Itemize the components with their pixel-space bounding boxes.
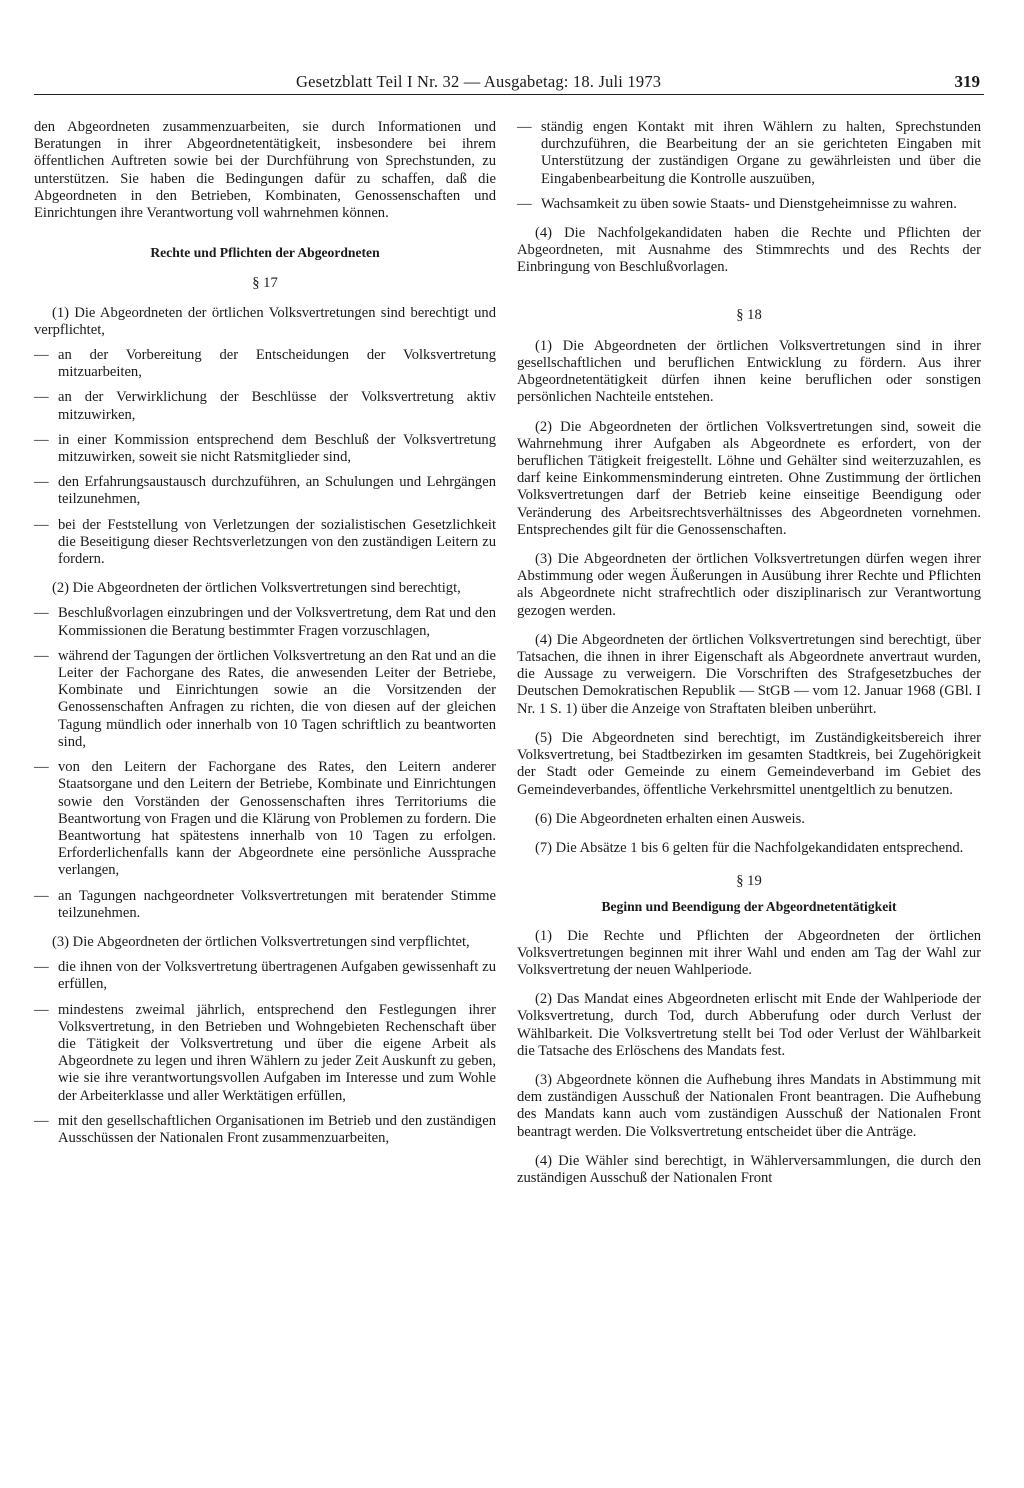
list-item: — den Erfahrungsaustausch durchzuführen, an Schulungen und Lehrgängen teilzunehmen, bbox=[34, 474, 496, 508]
intro-paragraph: den Abgeordneten zusammenzuarbeiten, sie durch Informationen und Beratungen in ihrer Abgeordnetentätigkeit, insbesondere bei ihrem öffentlichen Auftreten sowie bei der Durchführung von Sprechstunden, zu unterstützen. Sie haben die Bedingungen dafür zu schaffen, daß die Abgeordneten in den Betrieben, Kombinaten, Genossenschaften und Einrichtungen ihre Verantwortung voll wahrnehmen können. bbox=[34, 119, 496, 222]
dash-marker: — bbox=[34, 647, 49, 664]
paragraph-18-1: (1) Die Abgeordneten der örtlichen Volksvertretungen sind in ihrer gesellschaftlichen und beruflichen Entwicklung zu fördern. Aus ihrer Abgeordnetentätigkeit dürfen ihnen keine beruflichen oder sonstigen persönlichen Nachteile entstehen. bbox=[517, 337, 981, 406]
paragraph-19-3: (3) Abgeordnete können die Aufhebung ihres Mandats in Abstimmung mit dem zuständigen Ausschuß der Nationalen Front beantragen. Die Aufhebung des Mandats kann auch vom zuständigen Ausschuß der Nationalen Front beantragt werden. Die Volksvertretung entscheidet über die Anträge. bbox=[517, 1071, 981, 1140]
list-item: — ständig engen Kontakt mit ihren Wählern zu halten, Sprechstunden durchzuführen, die Bearbeitung der an sie gerichteten Eingaben mit Unterstützung der zuständigen Organe zu gewährleisten und über die Eingabenbearbeitung die Kontrolle auszuüben, bbox=[517, 119, 981, 187]
list-item: — während der Tagungen der örtlichen Volksvertretung an den Rat und an die Leiter der Fachorgane des Rates, die anwesenden Leiter der Betriebe, Kombinate und Einrichtungen sowie an die Vorsitzenden der Genossenschaften Anfragen zu richten, die von diesen auf der gleichen Tagung mündlich oder innerhalb von 10 Tagen schriftlich zu beantworten sind, bbox=[34, 647, 496, 750]
paragraph-19-4: (4) Die Wähler sind berechtigt, in Wählerversammlungen, die durch den zuständigen Ausschuß der Nationalen Front bbox=[517, 1152, 981, 1186]
dash-marker: — bbox=[34, 347, 49, 364]
list-item: — bei der Feststellung von Verletzungen der sozialistischen Gesetzlichkeit die Beseitigung dieser Rechtsverletzungen von den zuständigen Leitern zu fordern. bbox=[34, 516, 496, 568]
right-column bbox=[517, 119, 981, 1187]
list-item: — in einer Kommission entsprechend dem Beschluß der Volksvertretung mitzuwirken, soweit sie nicht Ratsmitglieder sind, bbox=[34, 431, 496, 466]
dash-marker: — bbox=[34, 605, 49, 622]
paragraph-19-1: (1) Die Rechte und Pflichten der Abgeordneten der örtlichen Volksvertretungen beginnen mit ihrer Wahl und enden am Tag der Wahl zur Volksvertretung der neuen Wahlperiode. bbox=[517, 927, 981, 978]
dash-marker: — bbox=[34, 474, 49, 491]
paragraph-18-2: (2) Die Abgeordneten der örtlichen Volksvertretungen sind, soweit die Wahrnehmung ihrer Aufgaben als Abgeordnete es erfordert, von der beruflichen Tätigkeit freigestellt. Löhne und Gehälter sind weiterzuzahlen, es darf keine Einkommensminderung eintreten. Ohne Zustimmung der örtlichen Volksvertretungen darf der Betrieb keine einseitige Beendigung oder Veränderung des Arbeitsrechtsverhältnisses des Abgeordneten vornehmen. Entsprechendes gilt für die Genossenschaften. bbox=[517, 418, 981, 538]
paragraph-17-4: (4) Die Nachfolgekandidaten haben die Rechte und Pflichten der Abgeordneten, mit Ausnahme des Stimmrechts und des Rechts der Einbringung von Beschlußvorlagen. bbox=[517, 225, 981, 276]
dash-marker: — bbox=[34, 1112, 49, 1129]
paragraph-18-4: (4) Die Abgeordneten der örtlichen Volksvertretungen sind berechtigt, über Tatsachen, die ihnen in ihrer Eigenschaft als Abgeordnete anvertraut wurden, die Aussage zu verweigern. Die Vorschriften des Strafgesetzbuches der Deutschen Demokratischen Republik — StGB — vom 12. Januar 1968 (GBl. I Nr. 1 S. 1) über die Anzeige von Straftaten bleiben unberührt. bbox=[517, 631, 981, 717]
page-header-title: Gesetzblatt Teil I Nr. 32 — Ausgabetag: 18. Juli 1973 bbox=[296, 72, 662, 91]
paragraph-18-3: (3) Die Abgeordneten der örtlichen Volksvertretungen dürfen wegen ihrer Abstimmung oder wegen Äußerungen in Ausübung ihrer Rechte und Pflichten als Abgeordnete nicht strafrechtlich oder disziplinarisch zur Verantwortung gezogen werden. bbox=[517, 551, 981, 619]
dash-marker: — bbox=[34, 1001, 49, 1018]
section-number-17: § 17 bbox=[252, 275, 278, 292]
paragraph-19-2: (2) Das Mandat eines Abgeordneten erlischt mit Ende der Wahlperiode der Volksvertretung, durch Tod, durch Abberufung oder durch Verlust der Wählbarkeit. Die Volksvertretung stellt bei Tod oder Verlust der Wählbarkeit die Tatsache des Erlöschens des Mandats fest. bbox=[517, 991, 981, 1059]
paragraph-18-6: (6) Die Abgeordneten erhalten einen Ausweis. bbox=[535, 810, 805, 827]
dash-marker: — bbox=[517, 119, 532, 135]
list-item: — mit den gesellschaftlichen Organisationen im Betrieb und den zuständigen Ausschüssen der Nationalen Front zusammenzuarbeiten, bbox=[34, 1112, 496, 1146]
dash-marker: — bbox=[34, 959, 49, 976]
dash-marker: — bbox=[34, 516, 49, 533]
dash-marker: — bbox=[517, 195, 532, 212]
dash-marker: — bbox=[34, 759, 49, 776]
paragraph-17-2: (2) Die Abgeordneten der örtlichen Volksvertretungen sind berechtigt, bbox=[52, 580, 461, 597]
list-item: — an der Vorbereitung der Entscheidungen der Volksvertretung mitzuarbeiten, bbox=[34, 347, 496, 381]
list-item: — Wachsamkeit zu üben sowie Staats- und Dienstgeheimnisse zu wahren. bbox=[517, 195, 957, 212]
paragraph-18-7: (7) Die Absätze 1 bis 6 gelten für die Nachfolgekandidaten entsprechend. bbox=[535, 839, 964, 856]
list-item: — an Tagungen nachgeordneter Volksvertretungen mit beratender Stimme teilzunehmen. bbox=[34, 887, 496, 921]
dash-marker: — bbox=[34, 887, 49, 904]
section-heading: Rechte und Pflichten der Abgeordneten bbox=[150, 245, 380, 261]
list-item: — an der Verwirklichung der Beschlüsse der Volksvertretung aktiv mitzuwirken, bbox=[34, 389, 496, 423]
paragraph-18-5: (5) Die Abgeordneten sind berechtigt, im Zuständigkeitsbereich ihrer Volksvertretung, bei Stadtbezirken im gesamten Stadtkreis, bei Zugehörigkeit der Stadt oder Gemeinde zu einem Gemeindeverband im Gebiet des Gemeindeverbandes, öffentliche Verkehrsmittel unentgeltlich zu benutzen. bbox=[517, 729, 981, 798]
list-item: — von den Leitern der Fachorgane des Rates, den Leitern anderer Staatsorgane und den Leitern der Betriebe, Kombinate und Einrichtungen sowie den Vorständen der Genossenschaften ihres Territoriums die Beantwortung von Fragen und die Klärung von Problemen zu fordern. Die Beantwortung hat spätestens innerhalb von 10 Tagen zu erfolgen. Erforderlichenfalls kann der Abgeordnete eine persönliche Aussprache verlangen, bbox=[34, 759, 496, 879]
paragraph-17-3: (3) Die Abgeordneten der örtlichen Volksvertretungen sind verpflichtet, bbox=[52, 933, 470, 950]
section-number-18: § 18 bbox=[736, 306, 762, 323]
dash-marker: — bbox=[34, 389, 49, 406]
list-item: — die ihnen von der Volksvertretung übertragenen Aufgaben gewissenhaft zu erfüllen, bbox=[34, 959, 496, 993]
dash-marker: — bbox=[34, 431, 49, 448]
paragraph-17-1: (1) Die Abgeordneten der örtlichen Volksvertretungen sind berechtigt und verpflichtet, bbox=[34, 304, 496, 338]
left-column bbox=[34, 119, 496, 1147]
list-item: — Beschlußvorlagen einzubringen und der Volksvertretung, dem Rat und den Kommissionen die Beratung bestimmter Fragen vorzuschlagen, bbox=[34, 605, 496, 639]
list-item: — mindestens zweimal jährlich, entsprechend den Festlegungen ihrer Volksvertretung, in den Betrieben und Wohngebieten Rechenschaft über die Tätigkeit der Volksvertretung und über die eigene Arbeit als Abgeordnete zu legen und ihren Wählern zu jeder Zeit Auskunft zu geben, wie sie ihre verantwortungsvollen Aufgaben im Interesse und zum Wohle der Arbeiterklasse und aller Werktätigen erfüllen, bbox=[34, 1001, 496, 1104]
section-number-19: § 19 bbox=[736, 873, 762, 890]
section-heading-19: Beginn und Beendigung der Abgeordnetentätigkeit bbox=[601, 899, 897, 915]
page-header bbox=[34, 72, 984, 95]
page-number: 319 bbox=[954, 72, 980, 91]
